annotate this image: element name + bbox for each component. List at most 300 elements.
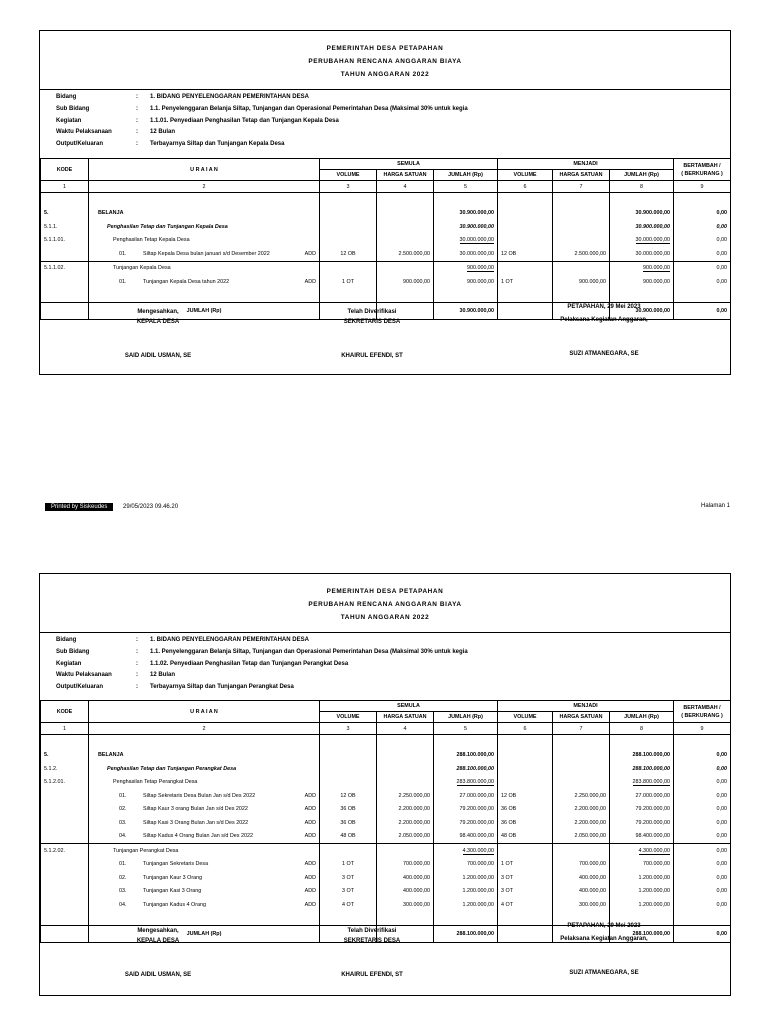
menjadi-jumlah-value: 900.000,00 xyxy=(643,265,670,272)
header-uraian: U R A I A N xyxy=(89,701,320,723)
menjadi-jumlah-value: 1.200.000,00 xyxy=(638,888,670,895)
menjadi-jumlah-value: 79.200.000,00 xyxy=(635,806,670,813)
row-selisih: 0,00 xyxy=(674,885,731,899)
printed-at: 29/05/2023 09.46.20 xyxy=(123,504,179,510)
header-semula: SEMULA xyxy=(320,159,498,170)
column-number: 7 xyxy=(553,723,610,735)
printed-by-label: Printed by Siskeudes xyxy=(45,503,113,511)
row-kode: 5.1.1.02. xyxy=(41,261,89,275)
menjadi-volume: 36 OB xyxy=(498,816,553,830)
semula-harga: 300.000,00 xyxy=(377,898,434,912)
sign-title: Telah Diverifikasi xyxy=(347,928,397,934)
row-uraian: Penghasilan Tetap dan Tunjangan Perangkat Desa xyxy=(89,762,320,776)
info-label: Kegiatan xyxy=(56,117,82,124)
fund-source: ADD xyxy=(304,278,316,285)
column-number-row xyxy=(41,723,731,735)
menjadi-jumlah xyxy=(610,234,674,248)
item-number: 01. xyxy=(119,861,127,868)
semula-volume: 12 OB xyxy=(320,789,377,803)
row-selisih: 0,00 xyxy=(674,830,731,844)
row-kode xyxy=(41,858,89,872)
table-row xyxy=(41,871,731,885)
semula-jumlah xyxy=(434,261,498,275)
info-colon: : xyxy=(136,94,138,100)
info-label: Sub Bidang xyxy=(56,648,90,655)
menjadi-jumlah xyxy=(610,885,674,899)
menjadi-harga: 400.000,00 xyxy=(553,871,610,885)
table-row xyxy=(41,844,731,858)
info-row xyxy=(56,647,468,659)
column-number: 2 xyxy=(89,181,320,193)
semula-jumlah xyxy=(434,234,498,248)
row-selisih: 0,00 xyxy=(674,844,731,858)
column-number: 1 xyxy=(41,181,89,193)
semula-harga: 2.250.000,00 xyxy=(377,789,434,803)
header-menjadi: MENJADI xyxy=(498,159,674,170)
row-selisih: 0,00 xyxy=(674,858,731,872)
item-number: 02. xyxy=(119,874,127,881)
info-value: 1.1.01. Penyediaan Penghasilan Tetap dan Tunjangan Kepala Desa xyxy=(150,117,339,124)
title-year: TAHUN ANGGARAN 2022 xyxy=(340,71,430,78)
semula-harga: 2.200.000,00 xyxy=(377,803,434,817)
semula-volume xyxy=(320,234,377,248)
semula-jumlah-value: 98.400.000,00 xyxy=(459,833,494,840)
semula-jumlah xyxy=(434,207,498,221)
item-description: Tunjangan Kepala Desa tahun 2022 xyxy=(143,278,230,285)
info-label: Kegiatan xyxy=(56,660,82,667)
divider xyxy=(40,632,730,633)
item-number: 01. xyxy=(119,250,127,257)
row-uraian xyxy=(89,275,320,289)
sign-title: Telah Diverifikasi xyxy=(347,309,397,315)
menjadi-jumlah-value: 700.000,00 xyxy=(643,861,670,868)
header-kode: KODE xyxy=(41,159,89,181)
row-uraian xyxy=(89,871,320,885)
sign-name: SAID AIDIL USMAN, SE xyxy=(124,972,192,978)
menjadi-jumlah xyxy=(610,816,674,830)
total-kode xyxy=(41,926,89,943)
row-uraian xyxy=(89,898,320,912)
info-label: Bidang xyxy=(56,637,77,643)
info-colon: : xyxy=(136,684,138,691)
table-row xyxy=(41,762,731,776)
row-kode xyxy=(41,789,89,803)
semula-volume: 3 OT xyxy=(320,871,377,885)
header-jumlah: JUMLAH (Rp) xyxy=(610,712,674,723)
semula-jumlah-value: 27.000.000,00 xyxy=(459,792,494,799)
semula-harga: 400.000,00 xyxy=(377,871,434,885)
header-harga: HARGA SATUAN xyxy=(377,170,434,181)
table-row xyxy=(41,789,731,803)
semula-volume xyxy=(320,220,377,234)
row-uraian xyxy=(89,247,320,261)
semula-volume xyxy=(320,844,377,858)
info-label: Output/Keluaran xyxy=(56,684,104,691)
item-number: 04. xyxy=(119,901,127,908)
menjadi-jumlah xyxy=(610,275,674,289)
header-volume: VOLUME xyxy=(320,712,377,723)
row-kode xyxy=(41,247,89,261)
info-row xyxy=(56,116,468,128)
info-value: Terbayarnya Siltap dan Tunjangan Perangkat Desa xyxy=(150,684,294,691)
column-number: 9 xyxy=(674,181,731,193)
semula-volume xyxy=(320,207,377,221)
semula-harga xyxy=(377,844,434,858)
info-value: 12 Bulan xyxy=(150,672,176,679)
menjadi-volume: 36 OB xyxy=(498,803,553,817)
menjadi-harga xyxy=(553,261,610,275)
info-value: Terbayarnya Siltap dan Tunjangan Kepala Desa xyxy=(150,141,285,148)
info-row xyxy=(56,682,468,694)
sign-name: SUZI ATMANEGARA, SE xyxy=(569,970,639,976)
column-number: 8 xyxy=(610,723,674,735)
row-uraian: Penghasilan Tetap dan Tunjangan Kepala Desa xyxy=(89,220,320,234)
menjadi-jumlah xyxy=(610,247,674,261)
header-harga: HARGA SATUAN xyxy=(377,712,434,723)
row-uraian xyxy=(89,830,320,844)
fund-source: ADD xyxy=(304,806,316,813)
menjadi-jumlah xyxy=(610,749,674,763)
menjadi-volume: 1 OT xyxy=(498,275,553,289)
fund-source: ADD xyxy=(304,833,316,840)
menjadi-jumlah-value: 30.900.000,00 xyxy=(635,223,670,230)
column-number: 5 xyxy=(434,181,498,193)
semula-jumlah-value: 30.900.000,00 xyxy=(459,223,494,230)
semula-jumlah xyxy=(434,816,498,830)
semula-jumlah xyxy=(434,885,498,899)
item-description: Tunjangan Kaur 3 Orang xyxy=(143,874,203,881)
semula-jumlah xyxy=(434,776,498,790)
fund-source: ADD xyxy=(304,888,316,895)
row-kode xyxy=(41,275,89,289)
menjadi-volume xyxy=(498,776,553,790)
menjadi-harga: 2.200.000,00 xyxy=(553,816,610,830)
table-header-row xyxy=(41,701,731,712)
semula-harga xyxy=(377,261,434,275)
table-row xyxy=(41,858,731,872)
semula-volume xyxy=(320,261,377,275)
semula-harga: 2.200.000,00 xyxy=(377,816,434,830)
item-number: 04. xyxy=(119,833,127,840)
item-description: Siltap Sekretaris Desa Bulan Jan s/d Des 2022 xyxy=(143,792,256,799)
info-value: 1. BIDANG PENYELENGGARAN PEMERINTAHAN DESA xyxy=(150,94,309,100)
menjadi-jumlah-value: 30.000.000,00 xyxy=(635,237,670,244)
column-number: 7 xyxy=(553,181,610,193)
sign-role: Pelaksana Kegiatan Anggaran, xyxy=(560,936,648,942)
menjadi-harga xyxy=(553,844,610,858)
menjadi-jumlah-value: 1.200.000,00 xyxy=(638,901,670,908)
sign-name: KHAIRUL EFENDI, ST xyxy=(341,353,403,359)
menjadi-volume xyxy=(498,207,553,221)
menjadi-jumlah-value: 283.800.000,00 xyxy=(632,779,670,786)
info-value: 1. BIDANG PENYELENGGARAN PEMERINTAHAN DESA xyxy=(150,637,309,643)
info-value: 1.1.02. Penyediaan Penghasilan Tetap dan Tunjangan Perangkat Desa xyxy=(150,660,349,667)
info-value: 1.1. Penyelenggaran Belanja Siltap, Tunjangan dan Operasional Pemerintahan Desa (Maksimal 30% untuk kegia xyxy=(150,648,468,655)
row-selisih: 0,00 xyxy=(674,803,731,817)
menjadi-harga: 700.000,00 xyxy=(553,858,610,872)
menjadi-jumlah xyxy=(610,844,674,858)
signature-left xyxy=(98,307,218,361)
item-number: 03. xyxy=(119,819,127,826)
row-kode: 5.1.2. xyxy=(41,762,89,776)
row-uraian xyxy=(89,803,320,817)
table-row xyxy=(41,898,731,912)
table-header-row xyxy=(41,159,731,170)
spacer-row xyxy=(41,289,731,303)
title-report: PERUBAHAN RENCANA ANGGARAN BIAYA xyxy=(308,601,462,608)
row-uraian: Tunjangan Perangkat Desa xyxy=(89,844,320,858)
table-row xyxy=(41,749,731,763)
row-kode: 5.1.1. xyxy=(41,220,89,234)
fund-source: ADD xyxy=(304,861,316,868)
row-selisih: 0,00 xyxy=(674,789,731,803)
total-menjadi: 288.100.000,00 xyxy=(610,926,674,943)
total-label: JUMLAH (Rp) xyxy=(89,303,320,320)
row-selisih: 0,00 xyxy=(674,247,731,261)
item-description: Tunjangan Kadus 4 Orang xyxy=(143,901,207,908)
row-kode: 5. xyxy=(41,749,89,763)
menjadi-volume xyxy=(498,234,553,248)
menjadi-jumlah-value: 98.400.000,00 xyxy=(635,833,670,840)
info-row xyxy=(56,92,468,104)
info-label: Waktu Pelaksanaan xyxy=(56,672,112,679)
sign-title: Mengesahkan, xyxy=(137,309,179,315)
menjadi-jumlah-value: 288.100.000,00 xyxy=(632,752,670,759)
semula-jumlah xyxy=(434,275,498,289)
total-menjadi: 30.900.000,00 xyxy=(610,303,674,320)
semula-jumlah-value: 283.800.000,00 xyxy=(456,779,494,786)
row-kode xyxy=(41,871,89,885)
info-colon: : xyxy=(136,648,138,655)
column-number-row xyxy=(41,181,731,193)
info-row xyxy=(56,104,468,116)
row-uraian xyxy=(89,885,320,899)
info-label: Bidang xyxy=(56,94,77,100)
menjadi-harga xyxy=(553,762,610,776)
row-selisih: 0,00 xyxy=(674,749,731,763)
semula-volume xyxy=(320,762,377,776)
semula-jumlah-value: 900.000,00 xyxy=(467,265,494,272)
menjadi-jumlah xyxy=(610,261,674,275)
table-row xyxy=(41,830,731,844)
semula-jumlah-value: 30.900.000,00 xyxy=(459,210,494,217)
header-volume: VOLUME xyxy=(320,170,377,181)
menjadi-harga: 400.000,00 xyxy=(553,885,610,899)
menjadi-jumlah-value: 900.000,00 xyxy=(643,278,670,285)
sign-role: KEPALA DESA xyxy=(136,938,180,944)
table-row xyxy=(41,220,731,234)
semula-jumlah-value: 4.300.000,00 xyxy=(462,847,494,854)
semula-jumlah xyxy=(434,749,498,763)
semula-harga xyxy=(377,220,434,234)
row-uraian xyxy=(89,789,320,803)
row-uraian: Penghasilan Tetap Kepala Desa xyxy=(89,234,320,248)
info-colon: : xyxy=(136,141,138,148)
semula-harga: 2.500.000,00 xyxy=(377,247,434,261)
semula-jumlah-value: 1.200.000,00 xyxy=(462,888,494,895)
column-number: 6 xyxy=(498,181,553,193)
info-value: 12 Bulan xyxy=(150,129,176,136)
header-selisih: BERTAMBAH / ( BERKURANG ) xyxy=(674,701,731,723)
semula-harga: 700.000,00 xyxy=(377,858,434,872)
menjadi-volume xyxy=(498,261,553,275)
row-uraian: Penghasilan Tetap Perangkat Desa xyxy=(89,776,320,790)
total-kode xyxy=(41,303,89,320)
header-volume: VOLUME xyxy=(498,712,553,723)
header-volume: VOLUME xyxy=(498,170,553,181)
sign-title: Mengesahkan, xyxy=(137,928,179,934)
title-village: PEMERINTAH DESA PETAPAHAN xyxy=(326,588,444,595)
sign-title: PETAPAHAN, 29 Mei 2023 xyxy=(567,923,641,929)
row-selisih: 0,00 xyxy=(674,816,731,830)
semula-harga: 900.000,00 xyxy=(377,275,434,289)
menjadi-jumlah xyxy=(610,207,674,221)
item-number: 01. xyxy=(119,792,127,799)
semula-volume: 36 OB xyxy=(320,803,377,817)
print-footer xyxy=(45,503,178,511)
menjadi-jumlah xyxy=(610,871,674,885)
menjadi-jumlah xyxy=(610,762,674,776)
activity-info xyxy=(56,635,468,694)
menjadi-harga: 2.250.000,00 xyxy=(553,789,610,803)
row-kode: 5.1.2.01. xyxy=(41,776,89,790)
menjadi-volume: 3 OT xyxy=(498,885,553,899)
fund-source: ADD xyxy=(304,819,316,826)
title-year: TAHUN ANGGARAN 2022 xyxy=(340,614,430,621)
header-jumlah: JUMLAH (Rp) xyxy=(610,170,674,181)
sign-role: SEKRETARIS DESA xyxy=(343,938,401,944)
doc-titles xyxy=(40,574,730,624)
menjadi-harga: 2.050.000,00 xyxy=(553,830,610,844)
column-number: 3 xyxy=(320,181,377,193)
menjadi-harga: 300.000,00 xyxy=(553,898,610,912)
row-uraian: BELANJA xyxy=(89,749,320,763)
table-row xyxy=(41,885,731,899)
menjadi-volume: 12 OB xyxy=(498,789,553,803)
row-uraian xyxy=(89,816,320,830)
menjadi-volume: 1 OT xyxy=(498,858,553,872)
semula-volume: 3 OT xyxy=(320,885,377,899)
row-selisih: 0,00 xyxy=(674,234,731,248)
row-selisih: 0,00 xyxy=(674,220,731,234)
fund-source: ADD xyxy=(304,250,316,257)
semula-jumlah xyxy=(434,789,498,803)
signature-middle xyxy=(312,926,432,980)
table-row xyxy=(41,207,731,221)
total-label: JUMLAH (Rp) xyxy=(89,926,320,943)
semula-jumlah xyxy=(434,858,498,872)
info-colon: : xyxy=(136,672,138,679)
info-label: Output/Keluaran xyxy=(56,141,104,148)
column-number: 1 xyxy=(41,723,89,735)
menjadi-harga xyxy=(553,776,610,790)
row-kode xyxy=(41,803,89,817)
menjadi-harga xyxy=(553,749,610,763)
menjadi-jumlah-value: 27.000.000,00 xyxy=(635,792,670,799)
info-row xyxy=(56,635,468,647)
row-selisih: 0,00 xyxy=(674,898,731,912)
header-semula: SEMULA xyxy=(320,701,498,712)
header-kode: KODE xyxy=(41,701,89,723)
menjadi-harga: 2.200.000,00 xyxy=(553,803,610,817)
item-number: 03. xyxy=(119,888,127,895)
header-harga: HARGA SATUAN xyxy=(553,170,610,181)
fund-source: ADD xyxy=(304,874,316,881)
semula-volume xyxy=(320,749,377,763)
total-semula: 288.100.000,00 xyxy=(434,926,498,943)
info-label: Waktu Pelaksanaan xyxy=(56,129,112,136)
menjadi-volume: 3 OT xyxy=(498,871,553,885)
menjadi-jumlah xyxy=(610,789,674,803)
semula-harga xyxy=(377,749,434,763)
row-selisih: 0,00 xyxy=(674,762,731,776)
header-jumlah: JUMLAH (Rp) xyxy=(434,712,498,723)
page-number: Halaman 1 xyxy=(700,503,730,509)
row-selisih: 0,00 xyxy=(674,275,731,289)
table-row xyxy=(41,261,731,275)
semula-volume: 12 OB xyxy=(320,247,377,261)
item-number: 01. xyxy=(119,278,127,285)
semula-jumlah xyxy=(434,803,498,817)
sign-title: PETAPAHAN, 29 Mei 2023 xyxy=(567,304,641,310)
info-label: Sub Bidang xyxy=(56,105,90,112)
semula-jumlah-value: 30.000.000,00 xyxy=(459,250,494,257)
info-colon: : xyxy=(136,660,138,667)
row-uraian xyxy=(89,858,320,872)
column-number: 5 xyxy=(434,723,498,735)
menjadi-jumlah xyxy=(610,858,674,872)
sign-role: SEKRETARIS DESA xyxy=(343,319,401,325)
menjadi-harga: 2.500.000,00 xyxy=(553,247,610,261)
title-village: PEMERINTAH DESA PETAPAHAN xyxy=(326,45,444,52)
semula-jumlah xyxy=(434,762,498,776)
budget-table xyxy=(40,700,731,943)
divider xyxy=(40,89,730,90)
header-jumlah: JUMLAH (Rp) xyxy=(434,170,498,181)
row-kode: 5.1.2.02. xyxy=(41,844,89,858)
doc-titles xyxy=(40,31,730,81)
menjadi-volume: 12 OB xyxy=(498,247,553,261)
semula-jumlah xyxy=(434,247,498,261)
menjadi-jumlah xyxy=(610,898,674,912)
info-colon: : xyxy=(136,637,138,643)
row-kode xyxy=(41,830,89,844)
signature-middle xyxy=(312,307,432,361)
table-row xyxy=(41,776,731,790)
semula-jumlah-value: 288.100.000,00 xyxy=(456,765,494,772)
activity-info xyxy=(56,92,468,151)
semula-volume xyxy=(320,776,377,790)
menjadi-jumlah xyxy=(610,803,674,817)
rab-document-2 xyxy=(39,573,731,996)
semula-volume: 1 OT xyxy=(320,275,377,289)
semula-harga: 400.000,00 xyxy=(377,885,434,899)
row-uraian: Tunjangan Kepala Desa xyxy=(89,261,320,275)
semula-jumlah xyxy=(434,844,498,858)
title-report: PERUBAHAN RENCANA ANGGARAN BIAYA xyxy=(308,58,462,65)
semula-jumlah-value: 1.200.000,00 xyxy=(462,874,494,881)
item-description: Tunjangan Sekretaris Desa xyxy=(143,861,209,868)
menjadi-jumlah xyxy=(610,220,674,234)
header-harga: HARGA SATUAN xyxy=(553,712,610,723)
sign-role: KEPALA DESA xyxy=(136,319,180,325)
row-kode xyxy=(41,816,89,830)
semula-jumlah-value: 900.000,00 xyxy=(467,278,494,285)
info-row xyxy=(56,670,468,682)
fund-source: ADD xyxy=(304,901,316,908)
info-colon: : xyxy=(136,117,138,124)
item-description: Tunjangan Kasi 3 Orang xyxy=(143,888,202,895)
